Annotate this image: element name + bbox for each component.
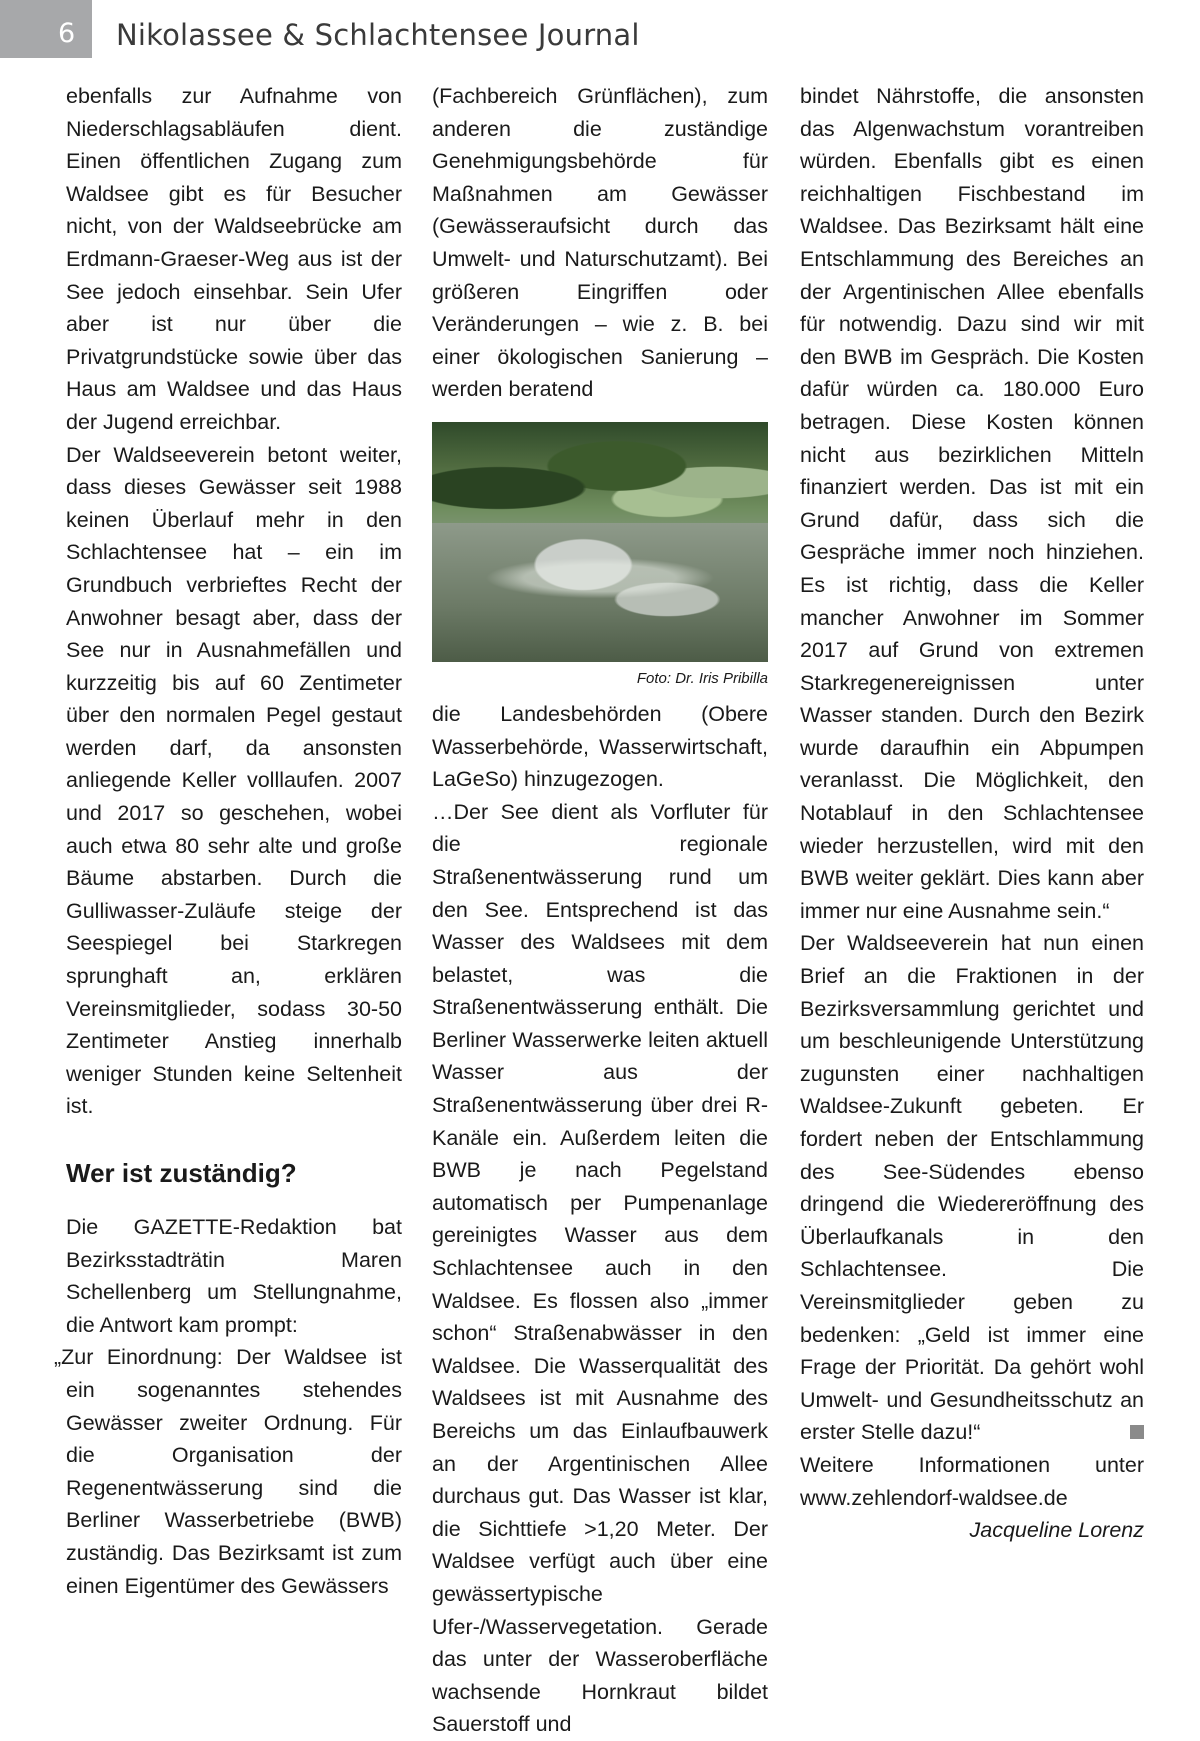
end-mark-icon: [1130, 1425, 1144, 1439]
paragraph: Die GAZETTE-Redaktion bat Bezirksstadträtin Maren Schellenberg um Stellungnahme, die Antwort kam prompt:: [66, 1215, 402, 1337]
author: Jacqueline Lorenz: [969, 1518, 1144, 1543]
paragraph: „Zur Einordnung: Der Waldsee ist ein sogenanntes stehendes Gewässer zweiter Ordnung. Für die Organisation der Regenentwässerung sind die Berliner Wasserbetriebe (BWB) zuständig. Das Bezirksamt ist zum einen Eigentümer des Gewässers: [54, 1345, 402, 1598]
paragraph: …Der See dient als Vorfluter für die regionale Straßenentwässerung rund um den See. Entsprechend ist das Wasser des Waldsees mit dem belastet, was die Straßenentwässerung enthält. Die Berliner Wasserwerke leiten aktuell Wasser aus der Straßenentwässerung über drei R-Kanäle ein. Außerdem leiten die BWB je nach Pegelstand automatisch per Pumpenanlage gereinigtes Wasser aus dem Schlachtensee auch in den Waldsee. Es flossen also „immer schon“ Straßenabwässer in den Waldsee. Die Wasserqualität des Waldsees ist mit Ausnahme des Bereichs um das Einlaufbauwerk an der Argentinischen Allee durchaus gut. Das Wasser ist klar, die Sichttiefe >1,20 Meter. Der Waldsee verfügt auch über eine gewässertypische Ufer-/Wasservegetation. Gerade das unter der Wasseroberfläche wachsende Hornkraut bildet Sauerstoff und: [432, 799, 768, 1737]
paragraph: die Landesbehörden (Obere Wasserbehörde, Wasserwirtschaft, LaGeSo) hinzugezogen.: [432, 701, 768, 792]
journal-title: Nikolassee & Schlachtensee Journal: [116, 18, 640, 52]
pond-photo: [432, 422, 768, 662]
column-2: [432, 80, 768, 1741]
photo-reflection: [466, 554, 735, 602]
paragraph: Weitere Informationen unter www.zehlendorf-waldsee.de: [800, 1452, 1144, 1510]
column-3: [800, 80, 1144, 1547]
column-1: [54, 80, 402, 1602]
paragraph: (Fachbereich Grünflächen), zum anderen die zuständige Genehmigungsbehörde für Maßnahmen am Gewässer (Gewässeraufsicht durch das Umwelt- und Naturschutzamt). Bei größeren Eingriffen oder Veränderungen – wie z. B. bei einer ökologischen Sanierung – werden beratend: [432, 84, 768, 402]
paragraph-text: Der Waldseeverein hat nun einen Brief an die Fraktionen in der Bezirksversammlung gerichtet und um beschleunigende Unterstützung zugunsten einer nachhaltigen Waldsee-Zukunft gebeten. Er fordert neben der Entschlammung des See-Südendes ebenso dringend die Wiedereröffnung des Überlaufkanals in den Schlachtensee. Die Vereinsmitglieder geben zu bedenken: „Geld ist immer eine Frage der Priorität. Da gehört wohl Umwelt- und Gesundheitsschutz an erster Stelle dazu!“: [800, 931, 1144, 1445]
paragraph: Der Waldseeverein betont weiter, dass dieses Gewässer seit 1988 keinen Überlauf mehr in den Schlachtensee hat – ein im Grundbuch verbrieftes Recht der Anwohner besagt aber, dass der See nur in Ausnahmefällen und kurzzeitig bis auf 60 Zentimeter über den normalen Pegel gestaut werden darf, da ansonsten anliegende Keller volllaufen. 2007 und 2017 so geschehen, wobei auch etwa 80 sehr alte und große Bäume abstarben. Durch die Gulliwasser-Zuläufe steige der Seespiegel bei Starkregen sprunghaft an, erklären Vereinsmitglieder, sodass 30-50 Zentimeter Anstieg innerhalb weniger Stunden keine Seltenheit ist.: [66, 442, 402, 1119]
photo-credit: Foto: Dr. Iris Pribilla: [636, 669, 768, 687]
page-number-box: [0, 0, 92, 58]
photo-trees: [432, 422, 768, 532]
page-number: 6: [58, 18, 76, 49]
paragraph: bindet Nährstoffe, die ansonsten das Algenwachstum vorantreiben würden. Ebenfalls gibt es einen reichhaltigen Fischbestand im Waldsee. Das Bezirksamt hält eine Entschlammung des Bereiches an der Argentinischen Allee ebenfalls für notwendig. Dazu sind wir mit den BWB im Gespräch. Die Kosten dafür würden ca. 180.000 Euro betragen. Diese Kosten können nicht aus bezirklichen Mitteln finanziert werden. Das ist mit ein Grund dafür, dass sich die Gespräche immer noch hinziehen. Es ist richtig, dass die Keller mancher Anwohner im Sommer 2017 auf Grund von extremen Starkregenereignissen unter Wasser standen. Durch den Bezirk wurde daraufhin ein Abpumpen veranlasst. Die Möglichkeit, den Notablauf in den Schlachtensee wieder herzustellen, wird mit den BWB weiter geklärt. Dies kann aber immer nur eine Ausnahme sein.“: [800, 84, 1144, 923]
paragraph: ebenfalls zur Aufnahme von Niederschlagsabläufen dient. Einen öffentlichen Zugang zum Waldsee gibt es für Besucher nicht, von der Waldseebrücke am Erdmann-Graeser-Weg aus ist der See jedoch einsehbar. Sein Ufer aber ist nur über die Privatgrundstücke sowie über das Haus am Waldsee und das Haus der Jugend erreichbar.: [66, 84, 402, 434]
section-heading: Wer ist zuständig?: [66, 1158, 297, 1188]
paragraph: [800, 927, 1144, 1449]
